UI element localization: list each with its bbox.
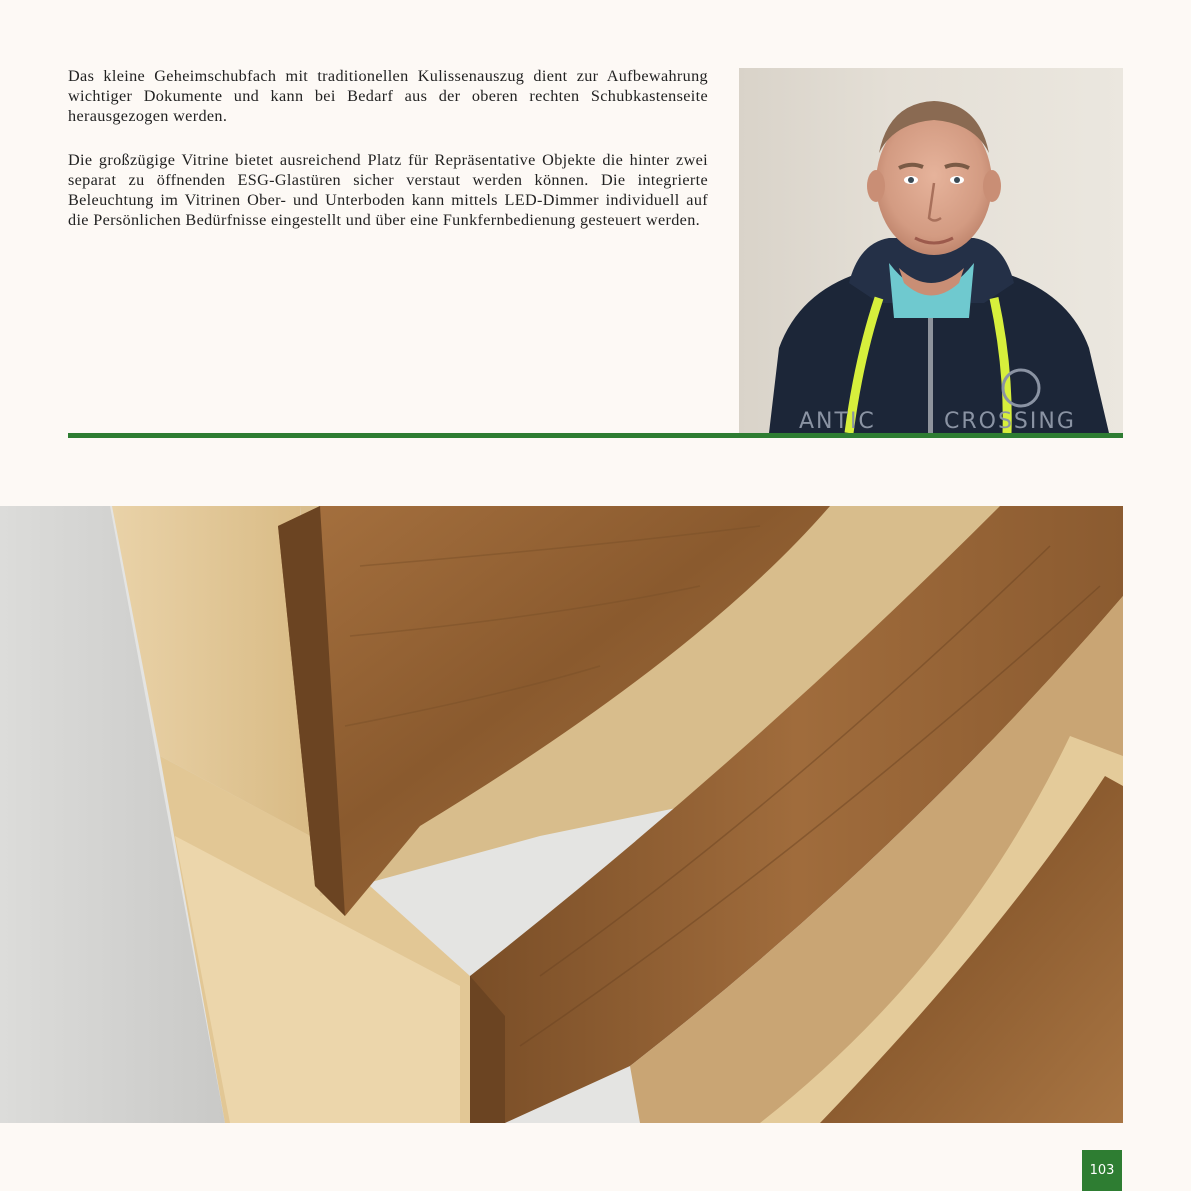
drawers-photo	[0, 506, 1123, 1123]
svg-text:CROSSING: CROSSING	[944, 409, 1076, 433]
portrait-photo	[739, 68, 1123, 433]
paragraph-vitrine: Die großzügige Vitrine bietet ausreichend Platz für Repräsentative Objekte die hinter zwei separat zu öffnenden ESG-Glastüren sicher verstaut werden können. Die integrierte Beleuchtung im Vitrinen Ober- und Unterboden kann mittels LED-Dimmer individuell auf die Persönlichen Bedürfnisse eingestellt und über eine Funkfernbedienung gesteuert werden.	[68, 151, 708, 229]
green-divider	[68, 433, 1123, 438]
svg-text:ANTIC: ANTIC	[799, 409, 876, 433]
paragraph-secret-drawer: Das kleine Geheimschubfach mit traditionellen Kulissenauszug dient zur Aufbewahrung wichtiger Dokumente und kann bei Bedarf aus der oberen rechten Schubkastenseite herausgezogen werden.	[68, 67, 708, 125]
page-number: 103	[1082, 1150, 1122, 1191]
body-text	[68, 66, 708, 254]
